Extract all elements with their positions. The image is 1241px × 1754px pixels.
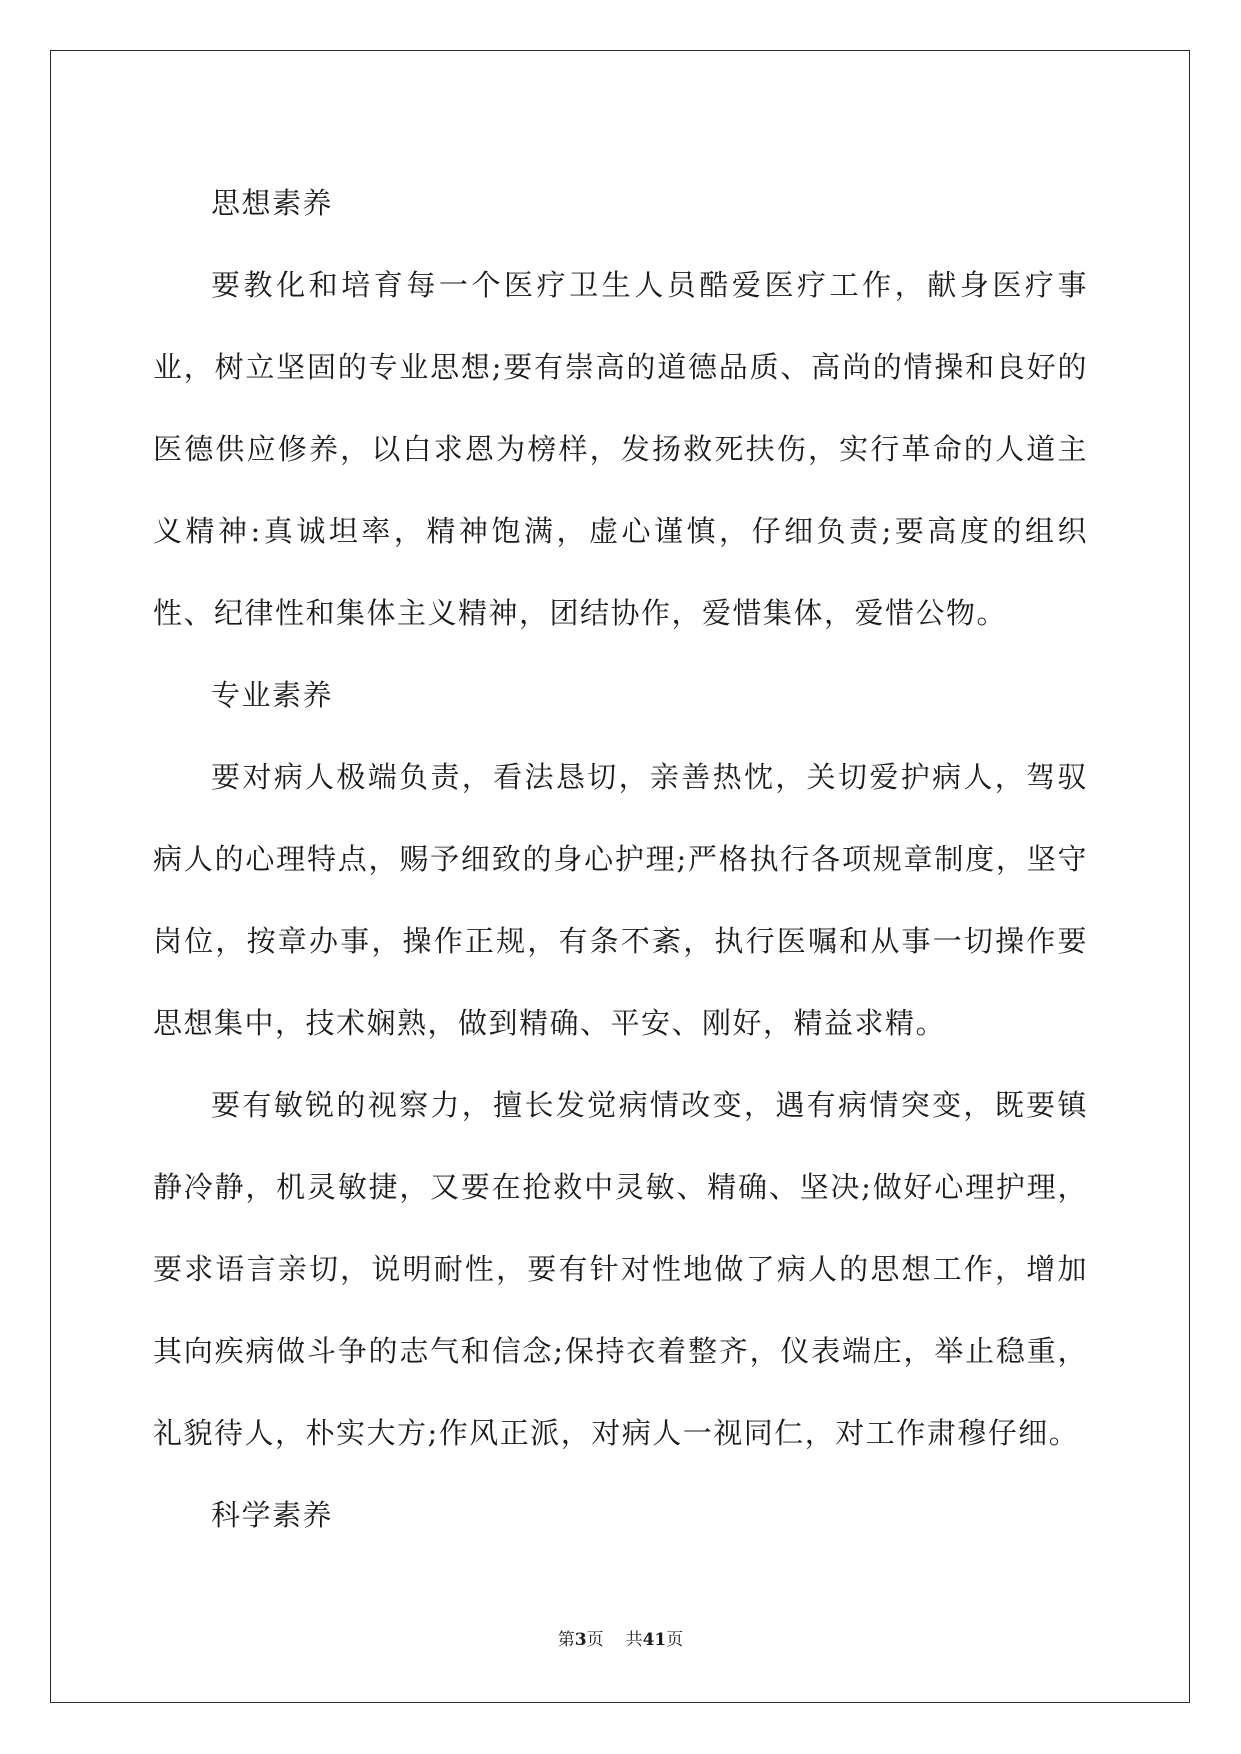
total-pages: 41 xyxy=(642,1630,667,1650)
page-suffix: 页 xyxy=(586,1630,604,1650)
page-prefix: 第 xyxy=(557,1630,575,1650)
page-number: 3 xyxy=(574,1630,587,1650)
document-body xyxy=(153,162,1088,1556)
paragraph-professional-2: 要有敏锐的视察力，擅长发觉病情改变，遇有病情突变，既要镇静冷静，机灵敏捷，又要在抢救中灵敏、精确、坚决;做好心理护理，要求语言亲切，说明耐性，要有针对性地做了病人的思想工作，增加其向疾病做斗争的志气和信念;保持衣着整齐，仪表端庄，举止稳重，礼貌待人，朴实大方;作风正派，对病人一视同仁，对工作肃穆仔细。 xyxy=(153,1088,1088,1450)
section-heading-ideology: 思想素养 xyxy=(211,186,334,220)
total-prefix: 共 xyxy=(625,1630,643,1650)
section-heading-professional: 专业素养 xyxy=(211,678,334,712)
total-suffix: 页 xyxy=(666,1630,684,1650)
page-footer xyxy=(0,1628,1241,1652)
paragraph-professional-1: 要对病人极端负责，看法恳切，亲善热忱，关切爱护病人，驾驭病人的心理特点，赐予细致的身心护理;严格执行各项规章制度，坚守岗位，按章办事，操作正规，有条不紊，执行医嘱和从事一切操作要思想集中，技术娴熟，做到精确、平安、刚好，精益求精。 xyxy=(153,760,1088,1040)
paragraph-ideology: 要教化和培育每一个医疗卫生人员酷爱医疗工作，献身医疗事业，树立坚固的专业思想;要有崇高的道德品质、高尚的情操和良好的医德供应修养，以白求恩为榜样，发扬救死扶伤，实行革命的人道主义精神:真诚坦率，精神饱满，虚心谨慎，仔细负责;要高度的组织性、纪律性和集体主义精神，团结协作，爱惜集体，爱惜公物。 xyxy=(153,268,1088,630)
section-heading-scientific: 科学素养 xyxy=(211,1498,334,1532)
